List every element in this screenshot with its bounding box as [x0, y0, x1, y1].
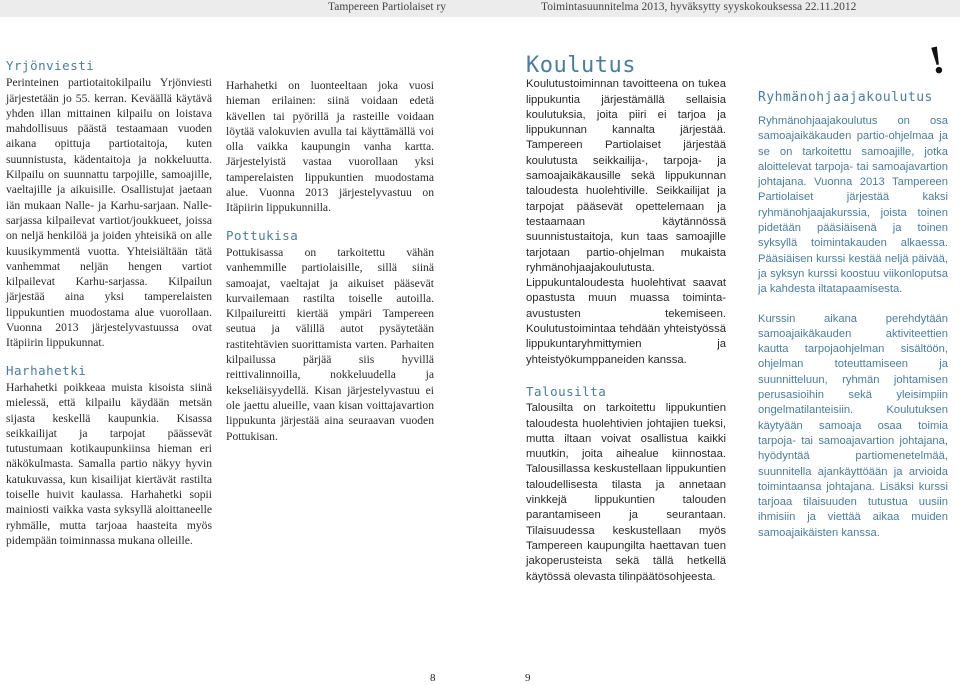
- paragraph-pottukisa: Pottukisassa on tarkoitettu vähän vanhemmille partiolaisille, sillä siinä samoajat, vaeltajat ja aikuiset pääsevät kurvailemaan rastilta toiselle autoilla. Kilpailureitti kiertää ympäri Tampereen seutua ja välillä autot pysäytetään rastitehtävien suorittamista varten. Parhaiten kilpailussa pärjää siis hyvillä reittivalinnoilla, nokkeluudella ja kekseliäisyydellä. Kisan järjestelyvastuu ei ole jaettu alueille, vaan kisan voittajavartion lippukunta järjestää aina seuraavan vuoden Pottukisan.: [226, 245, 434, 443]
- heading-talousilta: Talousilta: [526, 383, 607, 399]
- exclamation-mark: !: [925, 36, 948, 83]
- paragraph-talousilta: Talousilta on tarkoitettu lippukuntien taloudesta huolehtivien johtajien tueksi, mutta iltaan voivat osallistua kaikki muutkin, joita aihealue kiinnostaa. Talousillassa keskustellaan lippukuntien taloudellisesta tilasta ja annetaan vinkkejä lippukuntien talouden parantamiseen ja seurantaan. Tilaisuudessa keskustellaan myös Tampereen kaupungilta haettavan tuen jakoperusteista sekä tällä hetkellä käytössä olevasta tilinpäätösohjeesta.: [526, 402, 726, 583]
- heading-harhahetki: Harhahetki: [6, 362, 87, 378]
- paragraph-kurssi: Kurssin aikana perehdytään samoajaikäkauden aktiviteettien kautta tarpojaohjelman sisältöön, ohjelman toteuttamiseen ja suunnitteluun, ryhmän johtamisen perusasioihin sekä yleisimpiin ongelmatilanteisiin. Koulutuksen käytyään samoaja osaa toimia tarpoja- tai samoajavartion johtajana, hyödyntää partiomenetelmää, suunnitella ajankäyttöään ja arvioida toimintaansa johtajana. Lisäksi kurssi tarjoaa tilaisuuden tutustua uusiin ihmisiin ja viettää aikaa muiden samoajaikäisten kanssa.: [758, 312, 948, 539]
- heading-koulutus: Koulutus: [526, 53, 636, 78]
- paragraph-harhahetki-cont: Harhahetki on luonteeltaan joka vuosi hieman erilainen: siinä voidaan edetä kävellen tai pyörillä ja rasteille voidaan löytää valokuvien avulla tai käyttämällä voi olla vaikka kaupungin vanha kartta. Järjestelyistä vastaa vuorollaan yksi tamperelaisten lippukuntien muodostama alue. Vuonna 2013 järjestelyvastuu on Itäpiirin lippukunnilla.: [226, 79, 434, 215]
- paragraph-ryhmanohjaajakoulutus: Ryhmänohjaajakoulutus on osa samoajaikäkauden partio-ohjelmaa ja se on tarkoitettu samoajille, jotka aloittelevat tarpoja- tai samoajavartion johtajana. Vuonna 2013 Tampereen Partiolaiset järjestää kaksi ryhmänohjaajakurssia, joista toinen pidetään pääsiäisenä ja toinen syksyllä toimintakauden alkaessa. Pääsiäisen kurssi kestää neljä päivää, ja syksyn kurssi koostuu viikonloputsa ja kahdesta iltatapaamisesta.: [758, 115, 948, 296]
- heading-pottukisa: Pottukisa: [226, 227, 299, 243]
- header-doc-title: Toimintasuunnitelma 2013, hyväksytty syyskokouksessa 22.11.2012: [541, 1, 857, 13]
- column-3: [526, 53, 726, 585]
- column-1: [6, 58, 212, 548]
- heading-yrjonviesti: Yrjönviesti: [6, 58, 95, 73]
- paragraph-harhahetki: Harhahetki poikkeaa muista kisoista siinä mielessä, että kilpailu käydään metsän sijasta keskellä kaupunkia. Kisassa seikkailijat ja tarpojat päässevät tutustumaan kotikaupunkiinsa hieman eri näkökulmasta. Samalla partio näkyy hyvin katukuvassa, kun kisailijat kiertävät rastilta toiselle huivit kaulassa. Harhahetki sopii mainiosti vaikka vasta syksyllä aloittaneelle ryhmälle, mutta tarjoaa haasteita myös pidempään toiminnassa mukana olleille.: [6, 380, 212, 547]
- column-2: [226, 78, 434, 444]
- header-org: Tampereen Partiolaiset ry: [328, 1, 446, 13]
- page-header: [0, 0, 960, 17]
- heading-ryhmanohjaajakoulutus: Ryhmänohjaajakoulutus: [758, 90, 933, 105]
- page-number-left: 8: [430, 672, 436, 684]
- page-number-right: 9: [525, 672, 531, 684]
- paragraph-koulutus: Koulutustoiminnan tavoitteena on tukea lippukuntia järjestämällä sellaisia koulutuksia, joita piiri ei tarjoa ja lippukunnan kannalta järjestää. Tampereen Partiolaiset järjestää koulutusta seikkailija-, tarpoja- ja samoajaikäkausille sekä lippukunnan taloudesta huolehtiville. Seikkailijat ja tarpojat pääsevät opettelemaan ja testaamaan käytännössä suunnistustaitoja, kun taas samoajille tarjotaan partio-ohjelman mukaista ryhmänohjaajakoulutusta. Lippukuntaloudesta huolehtivat saavat opastusta muun muassa toiminta-avustusten tekemiseen. Koulutustoimintaa tehdään yhteistyössä lippukuntaryhmittymien ja yhteistyökumppaneiden kanssa.: [526, 78, 726, 366]
- paragraph-yrjonviesti: Perinteinen partiotaitokilpailu Yrjönviesti järjestetään jo 55. kerran. Keväällä käytävä yhden illan mittainen kilpailu on loistava mahdollisuus päästä testaamaan vuoden aikana opittuja partiotaitoja, kuten suunnistusta, kädentaitoja ja nokkeluutta. Kilpailu on suunnattu tarpojille, samoajille, vaeltajille ja aikuisille. Osallistujat jaetaan iän mukaan Nalle- ja Karhu-sarjaan. Nalle-sarjassa kilpailevat vartiot/joukkueet, joissa on neljä henkilöä ja joiden yhteisikä on alle kuusikymmentä vuotta. Yhteisiältään tätä vanhemmat neljän hengen vartiot kilpailevat Karhu-sarjassa. Kilpailun järjestää aina yksi tamperelaisten lippukuntien muodostama alue vuorollaan. Vuonna 2013 järjestelyvastuussa ovat Itäpiirin lippukunnat.: [6, 76, 212, 350]
- column-4: [758, 90, 948, 541]
